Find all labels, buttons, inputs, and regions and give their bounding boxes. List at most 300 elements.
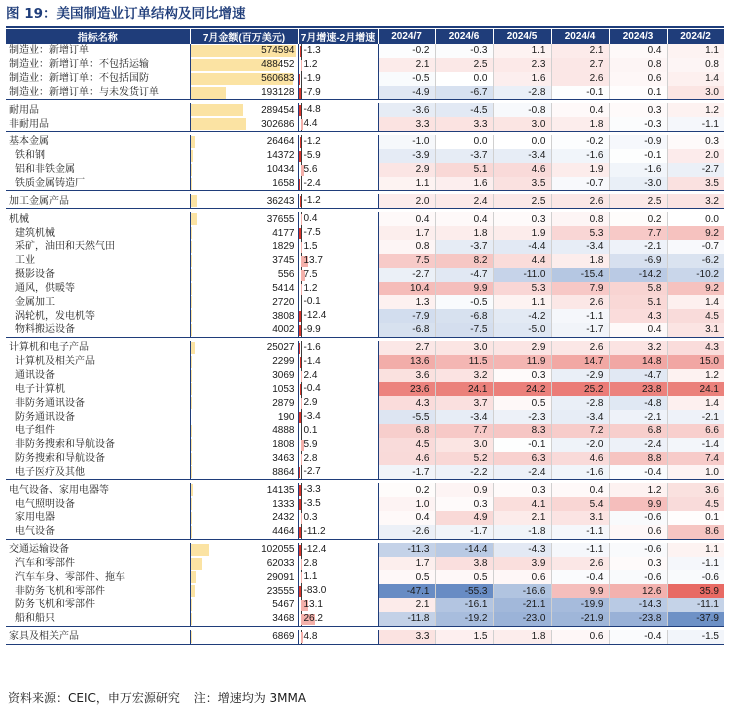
growth-value-cell: 0.2 <box>609 212 667 226</box>
amount-value: 5467 <box>272 599 295 611</box>
change-value: -2.7 <box>303 466 321 478</box>
growth-value-cell: -1.5 <box>667 630 724 644</box>
amount-value: 1333 <box>272 498 295 510</box>
growth-value-cell: 25.2 <box>551 382 609 396</box>
table-row <box>6 424 724 438</box>
growth-value-cell: 2.6 <box>551 341 609 355</box>
growth-value-cell: 1.8 <box>551 254 609 268</box>
growth-value-cell: 35.9 <box>667 584 724 598</box>
growth-value-cell: -2.0 <box>551 438 609 452</box>
amount-bar <box>191 342 196 354</box>
positive-change-bar <box>301 559 303 570</box>
amount-value: 3808 <box>272 310 295 322</box>
growth-value-cell: 23.6 <box>378 382 435 396</box>
july-amount-cell <box>190 44 298 58</box>
growth-value-cell: 0.9 <box>435 483 493 497</box>
change-value: 1.2 <box>303 282 318 294</box>
growth-change-cell <box>298 86 378 100</box>
growth-value-cell: -2.1 <box>609 410 667 424</box>
change-axis <box>301 341 302 355</box>
july-amount-cell <box>190 396 298 410</box>
amount-value: 8864 <box>272 466 295 478</box>
growth-value-cell: -0.3 <box>609 117 667 131</box>
amount-value: 4464 <box>272 526 295 538</box>
growth-value-cell: 3.2 <box>609 341 667 355</box>
amount-value: 102055 <box>261 544 295 556</box>
change-value: -1.4 <box>303 355 321 367</box>
figure-title: 图 19：美国制造业订单结构及同比增速 <box>6 6 246 22</box>
july-amount-cell <box>190 438 298 452</box>
july-amount-cell <box>190 323 298 337</box>
table-row <box>6 396 724 410</box>
indicator-name: 家用电器 <box>6 511 190 525</box>
growth-value-cell: 1.6 <box>493 72 551 86</box>
growth-value-cell: 24.2 <box>493 382 551 396</box>
change-value: -3.4 <box>303 411 321 423</box>
growth-value-cell: 0.3 <box>609 557 667 571</box>
change-value: 1.5 <box>303 240 318 252</box>
change-axis <box>301 135 302 149</box>
amount-bar <box>191 104 244 116</box>
growth-value-cell: -6.9 <box>609 254 667 268</box>
amount-value: 574594 <box>261 45 295 57</box>
growth-value-cell: -6.2 <box>667 254 724 268</box>
amount-bar <box>191 613 192 625</box>
figure-title-bar <box>6 4 724 28</box>
july-amount-cell <box>190 282 298 296</box>
change-axis <box>301 382 302 396</box>
growth-value-cell: 23.8 <box>609 382 667 396</box>
growth-value-cell: -2.7 <box>667 163 724 177</box>
negative-change-bar <box>298 545 301 556</box>
table-row <box>6 163 724 177</box>
growth-value-cell: -4.7 <box>609 369 667 383</box>
growth-value-cell: 3.5 <box>493 177 551 191</box>
change-value: -83.0 <box>303 585 327 597</box>
change-value: 1.2 <box>303 58 318 70</box>
change-value: 2.4 <box>303 369 318 381</box>
negative-change-bar <box>298 228 301 239</box>
change-value: 26.2 <box>303 612 323 624</box>
growth-value-cell: 3.7 <box>435 396 493 410</box>
growth-value-cell: -21.9 <box>551 612 609 626</box>
growth-change-cell <box>298 452 378 466</box>
amount-bar <box>191 453 192 465</box>
indicator-name: 采矿，油田和天然气田 <box>6 240 190 254</box>
indicator-name: 工业 <box>6 254 190 268</box>
table-row <box>6 282 724 296</box>
growth-value-cell: -2.7 <box>378 268 435 282</box>
growth-value-cell: 11.5 <box>435 355 493 369</box>
july-amount-cell <box>190 483 298 497</box>
growth-value-cell: 1.4 <box>667 72 724 86</box>
growth-value-cell: -0.2 <box>378 44 435 58</box>
growth-value-cell: -1.1 <box>667 557 724 571</box>
growth-change-cell <box>298 598 378 612</box>
amount-value: 1053 <box>272 383 295 395</box>
indicator-name: 通讯设备 <box>6 369 190 383</box>
growth-value-cell: 4.5 <box>667 497 724 511</box>
amount-value: 3463 <box>272 453 295 465</box>
change-value: -5.9 <box>303 149 321 161</box>
growth-value-cell: -4.7 <box>435 268 493 282</box>
amount-bar <box>191 227 192 239</box>
change-value: 2.9 <box>303 397 318 409</box>
growth-value-cell: -1.1 <box>551 543 609 557</box>
change-value: 0.4 <box>303 213 318 225</box>
growth-value-cell: -0.1 <box>609 149 667 163</box>
change-value: 2.8 <box>303 452 318 464</box>
growth-change-cell <box>298 226 378 240</box>
negative-change-bar <box>299 179 301 190</box>
growth-value-cell: 3.5 <box>667 177 724 191</box>
positive-change-bar <box>301 284 302 295</box>
positive-change-bar <box>301 60 302 71</box>
growth-value-cell: -0.2 <box>551 135 609 149</box>
change-value: 13.7 <box>303 254 323 266</box>
growth-value-cell: 3.3 <box>435 117 493 131</box>
positive-change-bar <box>301 454 303 465</box>
growth-value-cell: 5.3 <box>551 226 609 240</box>
growth-value-cell: -0.9 <box>609 135 667 149</box>
change-value: -9.9 <box>303 324 321 336</box>
growth-value-cell: -11.0 <box>493 268 551 282</box>
growth-change-cell <box>298 254 378 268</box>
table-row <box>6 525 724 539</box>
indicator-name: 铝和非铁金属 <box>6 163 190 177</box>
growth-value-cell: 3.9 <box>493 557 551 571</box>
amount-bar <box>191 118 246 130</box>
growth-value-cell: -11.8 <box>378 612 435 626</box>
change-axis <box>301 44 302 58</box>
july-amount-cell <box>190 570 298 584</box>
growth-value-cell: 1.8 <box>551 117 609 131</box>
growth-value-cell: 2.1 <box>378 598 435 612</box>
growth-value-cell: 0.1 <box>609 86 667 100</box>
growth-value-cell: -0.5 <box>435 295 493 309</box>
growth-value-cell: -3.6 <box>378 103 435 117</box>
growth-value-cell: 1.2 <box>667 369 724 383</box>
growth-value-cell: 2.7 <box>378 341 435 355</box>
change-axis <box>301 177 302 191</box>
amount-value: 14372 <box>266 150 295 162</box>
growth-value-cell: 7.9 <box>551 282 609 296</box>
indicator-name: 制造业：新增订单：与未发货订单 <box>6 86 190 100</box>
growth-value-cell: 1.9 <box>493 226 551 240</box>
negative-change-bar <box>299 74 300 85</box>
growth-value-cell: 0.5 <box>493 396 551 410</box>
table-row <box>6 465 724 479</box>
growth-value-cell: 4.9 <box>435 511 493 525</box>
july-amount-cell <box>190 584 298 598</box>
column-header: 2024/2 <box>667 29 724 44</box>
amount-value: 36243 <box>266 195 295 207</box>
growth-change-cell <box>298 72 378 86</box>
growth-value-cell: -3.4 <box>493 149 551 163</box>
growth-value-cell: 3.6 <box>667 483 724 497</box>
negative-change-bar <box>298 586 301 597</box>
growth-change-cell <box>298 543 378 557</box>
indicator-name: 制造业：新增订单：不包括国防 <box>6 72 190 86</box>
negative-change-bar <box>300 46 301 57</box>
growth-value-cell: 3.1 <box>551 511 609 525</box>
growth-value-cell: 9.9 <box>435 282 493 296</box>
amount-value: 2879 <box>272 397 295 409</box>
growth-change-cell <box>298 103 378 117</box>
indicator-name: 物料搬运设备 <box>6 323 190 337</box>
indicator-name: 汽车和零部件 <box>6 557 190 571</box>
growth-value-cell: 1.2 <box>667 103 724 117</box>
growth-value-cell: 10.4 <box>378 282 435 296</box>
growth-value-cell: -0.5 <box>378 72 435 86</box>
growth-value-cell: 4.3 <box>609 309 667 323</box>
amount-value: 3069 <box>272 369 295 381</box>
amount-bar <box>191 466 193 478</box>
growth-value-cell: 4.6 <box>493 163 551 177</box>
growth-value-cell: -3.0 <box>609 177 667 191</box>
growth-change-cell <box>298 525 378 539</box>
growth-value-cell: 7.5 <box>378 254 435 268</box>
positive-change-bar <box>301 371 302 382</box>
negative-change-bar <box>300 196 301 207</box>
growth-value-cell: -3.9 <box>378 149 435 163</box>
amount-bar <box>191 526 192 538</box>
change-value: 4.4 <box>303 118 318 130</box>
growth-value-cell: -14.3 <box>609 598 667 612</box>
change-value: -0.1 <box>303 296 321 308</box>
change-axis <box>301 355 302 369</box>
indicator-name: 船和船只 <box>6 612 190 626</box>
july-amount-cell <box>190 295 298 309</box>
table-row <box>6 483 724 497</box>
negative-change-bar <box>298 105 301 116</box>
july-amount-cell <box>190 410 298 424</box>
growth-value-cell: 1.0 <box>378 497 435 511</box>
growth-value-cell: 5.2 <box>435 452 493 466</box>
negative-change-bar <box>298 151 301 162</box>
july-amount-cell <box>190 254 298 268</box>
growth-value-cell: 6.3 <box>493 452 551 466</box>
growth-value-cell: -21.1 <box>493 598 551 612</box>
growth-value-cell: 3.2 <box>667 194 724 208</box>
indicator-name: 非防务飞机和零部件 <box>6 584 190 598</box>
negative-change-bar <box>298 485 300 496</box>
growth-value-cell: -2.3 <box>493 410 551 424</box>
table-row <box>6 135 724 149</box>
growth-value-cell: 2.0 <box>667 149 724 163</box>
amount-value: 25027 <box>266 342 295 354</box>
growth-value-cell: 2.1 <box>551 44 609 58</box>
amount-bar <box>191 324 192 336</box>
growth-value-cell: -11.3 <box>378 543 435 557</box>
table-row <box>6 438 724 452</box>
july-amount-cell <box>190 117 298 131</box>
table-row <box>6 355 724 369</box>
change-axis <box>301 226 302 240</box>
growth-value-cell: 5.3 <box>493 282 551 296</box>
column-header: 2024/3 <box>609 29 667 44</box>
growth-value-cell: 1.6 <box>435 177 493 191</box>
july-amount-cell <box>190 226 298 240</box>
amount-value: 2432 <box>272 512 295 524</box>
column-header: 2024/6 <box>435 29 493 44</box>
amount-value: 29091 <box>266 571 295 583</box>
column-header: 2024/7 <box>378 29 435 44</box>
growth-value-cell: -23.8 <box>609 612 667 626</box>
growth-value-cell: 4.1 <box>493 497 551 511</box>
negative-change-bar <box>298 412 300 423</box>
growth-value-cell: 12.6 <box>609 584 667 598</box>
amount-value: 5414 <box>272 282 295 294</box>
growth-value-cell: -4.3 <box>493 543 551 557</box>
growth-value-cell: -4.4 <box>493 240 551 254</box>
growth-value-cell: -4.2 <box>493 309 551 323</box>
growth-change-cell <box>298 369 378 383</box>
table-row <box>6 630 724 644</box>
indicator-name: 非防务搜索和导航设备 <box>6 438 190 452</box>
growth-value-cell: 3.8 <box>435 557 493 571</box>
growth-value-cell: -1.8 <box>493 525 551 539</box>
growth-value-cell: -2.8 <box>493 86 551 100</box>
growth-value-cell: -1.1 <box>551 525 609 539</box>
change-axis <box>301 497 302 511</box>
growth-value-cell: 24.1 <box>435 382 493 396</box>
amount-value: 4888 <box>272 425 295 437</box>
column-header: 7月增速-2月增速 <box>298 29 378 44</box>
amount-value: 3468 <box>272 613 295 625</box>
growth-value-cell: 2.3 <box>493 58 551 72</box>
change-value: 5.9 <box>303 438 318 450</box>
july-amount-cell <box>190 424 298 438</box>
growth-value-cell: 0.4 <box>551 483 609 497</box>
growth-value-cell: -1.6 <box>551 149 609 163</box>
growth-value-cell: -3.4 <box>551 410 609 424</box>
growth-change-cell <box>298 396 378 410</box>
change-value: -1.2 <box>303 195 321 207</box>
change-axis <box>301 149 302 163</box>
growth-value-cell: 1.5 <box>435 630 493 644</box>
growth-change-cell <box>298 309 378 323</box>
table-row <box>6 58 724 72</box>
table-row <box>6 598 724 612</box>
growth-value-cell: 7.4 <box>667 452 724 466</box>
negative-change-bar <box>298 499 300 510</box>
growth-value-cell: -0.7 <box>551 177 609 191</box>
growth-value-cell: 9.9 <box>609 497 667 511</box>
indicator-name: 防务飞机和零部件 <box>6 598 190 612</box>
july-amount-cell <box>190 58 298 72</box>
growth-value-cell: 2.5 <box>609 194 667 208</box>
july-amount-cell <box>190 341 298 355</box>
growth-value-cell: 5.1 <box>435 163 493 177</box>
growth-change-cell <box>298 177 378 191</box>
growth-change-cell <box>298 497 378 511</box>
change-value: 2.8 <box>303 557 318 569</box>
indicator-name: 摄影设备 <box>6 268 190 282</box>
july-amount-cell <box>190 355 298 369</box>
july-amount-cell <box>190 72 298 86</box>
growth-value-cell: 2.4 <box>435 194 493 208</box>
growth-value-cell: 2.6 <box>551 72 609 86</box>
indicator-name: 金属加工 <box>6 295 190 309</box>
amount-value: 6869 <box>272 631 295 643</box>
growth-value-cell: 4.6 <box>551 452 609 466</box>
growth-value-cell: -2.2 <box>435 465 493 479</box>
growth-value-cell: 2.9 <box>378 163 435 177</box>
amount-value: 14135 <box>266 484 295 496</box>
table-row <box>6 557 724 571</box>
growth-value-cell: 8.6 <box>667 525 724 539</box>
growth-change-cell <box>298 135 378 149</box>
negative-change-bar <box>298 527 301 538</box>
amount-bar <box>191 164 193 176</box>
change-value: 5.6 <box>303 163 318 175</box>
indicator-name: 电子计算机 <box>6 382 190 396</box>
growth-value-cell: 1.0 <box>667 465 724 479</box>
growth-value-cell: -2.1 <box>609 240 667 254</box>
growth-value-cell: -6.8 <box>378 323 435 337</box>
change-axis <box>301 410 302 424</box>
growth-value-cell: -7.9 <box>378 309 435 323</box>
change-value: -12.4 <box>303 543 327 555</box>
growth-change-cell <box>298 282 378 296</box>
growth-change-cell <box>298 424 378 438</box>
amount-bar <box>191 255 192 267</box>
growth-value-cell: -1.0 <box>378 135 435 149</box>
indicator-name: 铁和钢 <box>6 149 190 163</box>
change-value: 7.5 <box>303 268 318 280</box>
indicator-name: 家具及相关产品 <box>6 630 190 644</box>
growth-value-cell: 0.8 <box>551 212 609 226</box>
column-header: 指标名称 <box>6 29 190 44</box>
growth-value-cell: 1.4 <box>667 396 724 410</box>
july-amount-cell <box>190 240 298 254</box>
table-row <box>6 584 724 598</box>
july-amount-cell <box>190 382 298 396</box>
growth-value-cell: -2.1 <box>667 410 724 424</box>
growth-value-cell: 3.2 <box>435 369 493 383</box>
growth-change-cell <box>298 438 378 452</box>
change-axis <box>301 465 302 479</box>
july-amount-cell <box>190 103 298 117</box>
growth-value-cell: 11.9 <box>493 355 551 369</box>
growth-value-cell: 24.1 <box>667 382 724 396</box>
change-axis <box>301 584 302 598</box>
change-value: 4.8 <box>303 630 318 642</box>
amount-bar <box>191 631 192 643</box>
indicator-name: 电子医疗及其他 <box>6 465 190 479</box>
amount-value: 1658 <box>272 178 295 190</box>
growth-value-cell: 4.6 <box>378 452 435 466</box>
growth-change-cell <box>298 194 378 208</box>
growth-value-cell: 0.3 <box>493 483 551 497</box>
amount-bar <box>191 213 198 225</box>
growth-value-cell: -19.2 <box>435 612 493 626</box>
table-row <box>6 72 724 86</box>
july-amount-cell <box>190 268 298 282</box>
change-axis <box>301 483 302 497</box>
negative-change-bar <box>300 357 301 368</box>
growth-value-cell: 6.6 <box>667 424 724 438</box>
july-amount-cell <box>190 452 298 466</box>
growth-value-cell: -14.4 <box>435 543 493 557</box>
growth-value-cell: 5.4 <box>551 497 609 511</box>
amount-bar <box>191 397 192 409</box>
indicator-name: 通风，供暖等 <box>6 282 190 296</box>
growth-value-cell: -2.4 <box>493 465 551 479</box>
change-value: 0.1 <box>303 424 318 436</box>
july-amount-cell <box>190 163 298 177</box>
